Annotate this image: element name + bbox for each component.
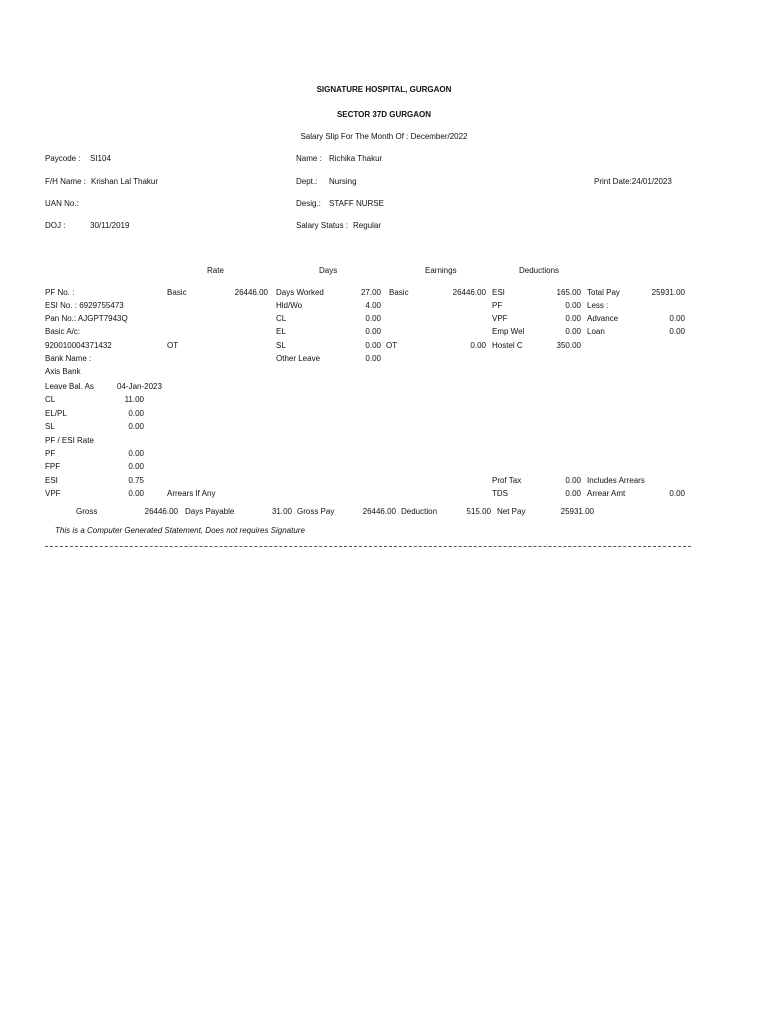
column-header-rate: Rate: [207, 266, 224, 275]
earnings-value: 0.00: [470, 341, 486, 350]
summary-label: Includes Arrears: [587, 476, 645, 485]
leave-value: 0.00: [128, 409, 144, 418]
pf-esi-rate-heading: PF / ESI Rate: [45, 436, 94, 445]
deduction-label: VPF: [492, 314, 508, 323]
summary-label: Advance: [587, 314, 619, 323]
days-label: EL: [276, 327, 286, 336]
days-label: Other Leave: [276, 354, 321, 363]
leave-value: 0.00: [128, 422, 144, 431]
column-header-days: Days: [319, 266, 338, 275]
leave-balance-date: 04-Jan-2023: [117, 382, 162, 391]
pf-no: PF No. :: [45, 288, 75, 297]
arrears-label: Arrears If Any: [167, 489, 216, 498]
days-payable-label: Days Payable: [185, 507, 235, 516]
net-pay-label: Net Pay: [497, 507, 526, 516]
paycode-value: SI104: [90, 154, 111, 163]
rate-label: FPF: [45, 462, 61, 471]
deduction-label: Prof Tax: [492, 476, 522, 485]
deduction-value: 0.00: [565, 301, 581, 310]
dashed-divider: [45, 546, 691, 547]
dept-label: Dept.:: [296, 177, 318, 186]
rate-value: 0.75: [128, 476, 144, 485]
days-label: SL: [276, 341, 286, 350]
slip-title: Salary Slip For The Month Of : December/2022: [300, 132, 468, 141]
column-header-deductions: Deductions: [519, 266, 560, 275]
doj-label: DOJ :: [45, 221, 66, 230]
doj-value: 30/11/2019: [90, 221, 130, 230]
deduction-label: TDS: [492, 489, 508, 498]
leave-value: 11.00: [124, 395, 144, 404]
earnings-label: Basic: [389, 288, 409, 297]
footer-note: This is a Computer Generated Statement, Does not requires Signature: [55, 526, 305, 535]
deduction-value: 0.00: [565, 476, 581, 485]
rate-basic-label: Basic: [167, 288, 187, 297]
bank-name-value: Axis Bank: [45, 367, 81, 376]
summary-value: 25931.00: [651, 288, 685, 297]
leave-balance-label: Leave Bal. As: [45, 382, 94, 391]
days-value: 27.00: [360, 288, 381, 297]
summary-label: Total Pay: [587, 288, 620, 297]
days-label: Hld/Wo: [276, 301, 303, 310]
desig-label: Desig.:: [296, 199, 321, 208]
gross-label: Gross: [76, 507, 98, 516]
org-address: SECTOR 37D GURGAON: [336, 110, 432, 119]
salary-status-label: Salary Status :: [296, 221, 349, 230]
dept-value: Nursing: [329, 177, 357, 186]
uan-label: UAN No.:: [45, 199, 79, 208]
deduction-value: 0.00: [565, 327, 581, 336]
salary-status-value: Regular: [353, 221, 382, 230]
deduction-total-label: Deduction: [401, 507, 438, 516]
paycode-label: Paycode :: [45, 154, 81, 163]
summary-value: 0.00: [669, 489, 685, 498]
rate-label: VPF: [45, 489, 61, 498]
account-number: 920010004371432: [45, 341, 112, 350]
deduction-value: 350.00: [556, 341, 581, 350]
leave-label: EL/PL: [45, 409, 67, 418]
days-label: Days Worked: [276, 288, 324, 297]
summary-label: Less :: [587, 301, 609, 310]
rate-value: 0.00: [128, 449, 144, 458]
deduction-value: 0.00: [565, 489, 581, 498]
rate-ot-label: OT: [167, 341, 179, 350]
earnings-label: OT: [386, 341, 398, 350]
rate-basic-value: 26446.00: [234, 288, 268, 297]
deduction-label: ESI: [492, 288, 505, 297]
days-payable-value: 31.00: [271, 507, 292, 516]
net-pay-value: 25931.00: [560, 507, 594, 516]
rate-value: 0.00: [128, 462, 144, 471]
column-header-earnings: Earnings: [425, 266, 457, 275]
leave-label: SL: [45, 422, 55, 431]
deduction-value: 0.00: [565, 314, 581, 323]
rate-value: 0.00: [128, 489, 144, 498]
print-date: Print Date:24/01/2023: [594, 177, 672, 186]
gross-value: 26446.00: [144, 507, 178, 516]
summary-label: Arrear Amt: [587, 489, 626, 498]
deduction-value: 165.00: [556, 288, 581, 297]
fh-name-label: F/H Name :: [45, 177, 86, 186]
days-value: 0.00: [365, 327, 381, 336]
gross-pay-label: Gross Pay: [297, 507, 335, 516]
org-name: SIGNATURE HOSPITAL, GURGAON: [316, 85, 452, 94]
pan-no: Pan No.: AJGPT7943Q: [45, 314, 128, 323]
deduction-label: Hostel C: [492, 341, 523, 350]
fh-name-value: Krishan Lal Thakur: [91, 177, 158, 186]
deduction-label: PF: [492, 301, 503, 310]
rate-label: PF: [45, 449, 56, 458]
summary-label: Loan: [587, 327, 605, 336]
summary-value: 0.00: [669, 327, 685, 336]
basic-account-label: Basic A/c:: [45, 327, 81, 336]
days-value: 0.00: [365, 341, 381, 350]
gross-pay-value: 26446.00: [362, 507, 396, 516]
name-value: Richika Thakur: [329, 154, 383, 163]
deduction-total-value: 515.00: [466, 507, 491, 516]
name-label: Name :: [296, 154, 322, 163]
days-value: 0.00: [365, 314, 381, 323]
summary-value: 0.00: [669, 314, 685, 323]
days-value: 0.00: [365, 354, 381, 363]
days-label: CL: [276, 314, 287, 323]
esi-no: ESI No. : 6929755473: [45, 301, 124, 310]
earnings-value: 26446.00: [452, 288, 486, 297]
bank-name-label: Bank Name :: [45, 354, 92, 363]
days-value: 4.00: [365, 301, 381, 310]
desig-value: STAFF NURSE: [329, 199, 384, 208]
deduction-label: Emp Wel: [492, 327, 525, 336]
rate-label: ESI: [45, 476, 58, 485]
leave-label: CL: [45, 395, 56, 404]
